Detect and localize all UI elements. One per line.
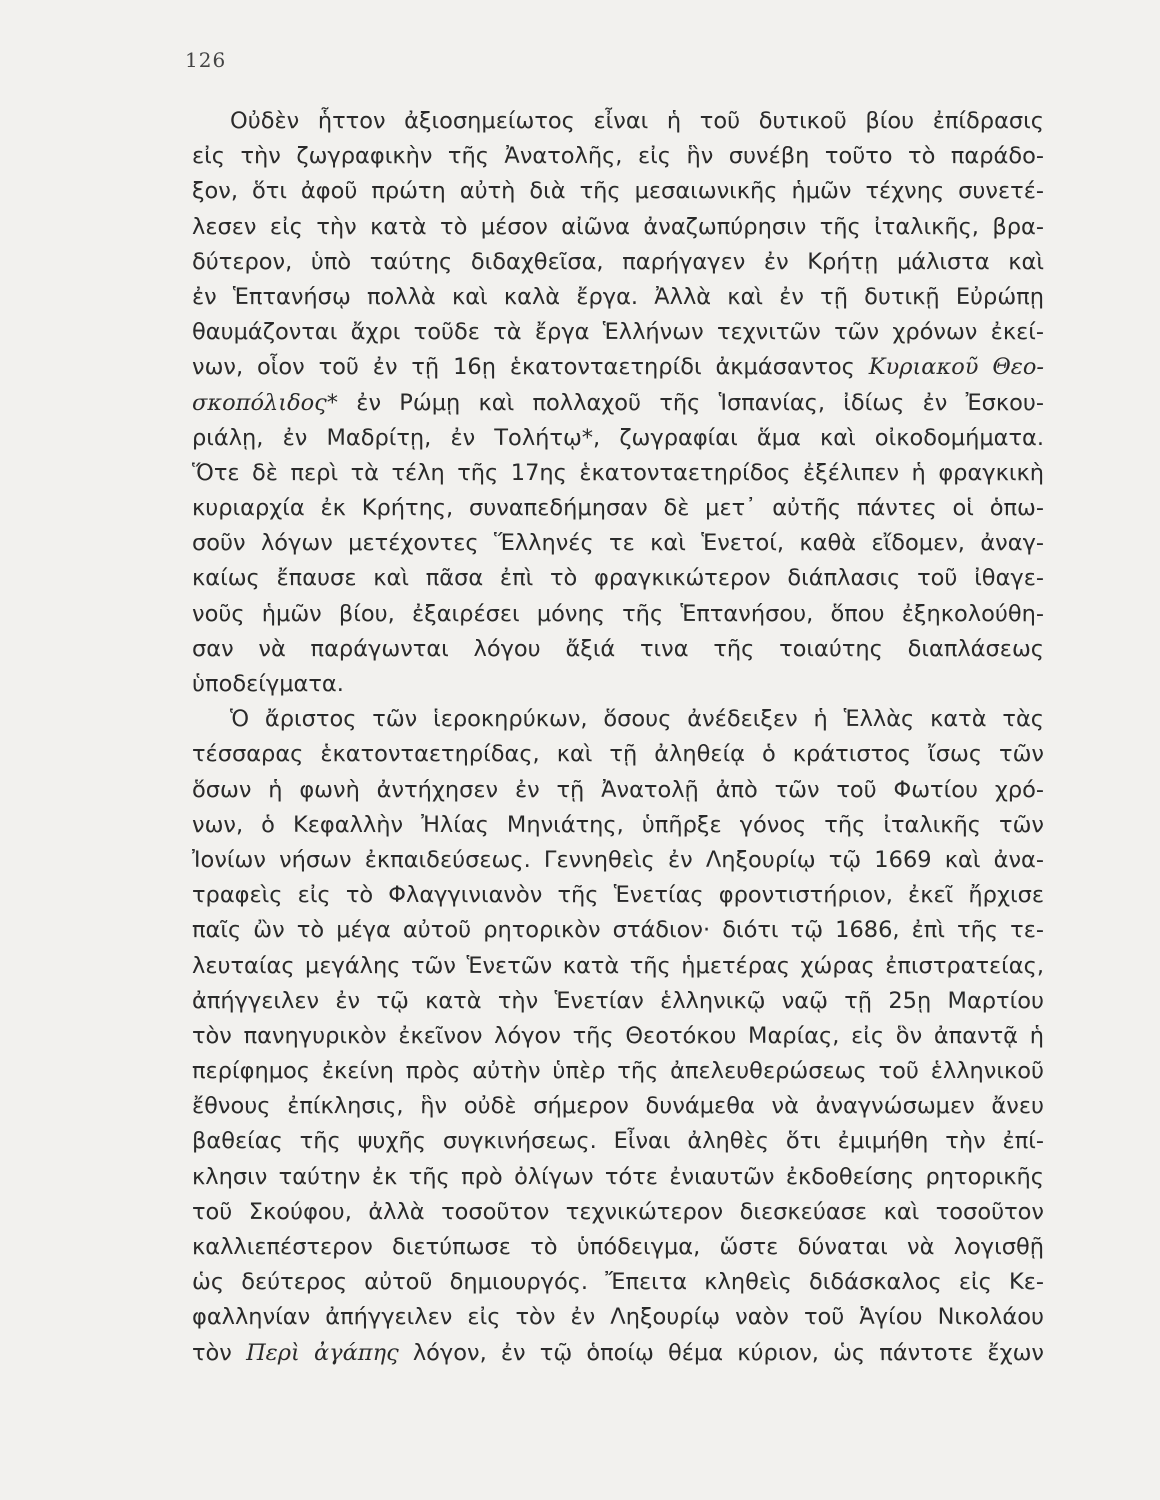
text-line: κυριαρχία ἐκ Κρήτης, συναπεδήμησαν δὲ μετ᾽ αὐτῆς πάντες οἱ ὁπω-: [192, 495, 1044, 522]
text-line: καλλιεπέστερον διετύπωσε τὸ ὑπόδειγμα, ὥστε δύναται νὰ λογισθῇ: [192, 1234, 1044, 1260]
italic-title: Περὶ ἀγάπης: [246, 1339, 399, 1366]
text-line: ὑποδείγματα.: [192, 671, 344, 697]
text-segment: τὸν: [192, 1339, 232, 1366]
text-line: τραφεὶς εἰς τὸ Φλαγγινιανὸν τῆς Ἑνετίας φροντιστήριον, ἐκεῖ ἤρχισε: [192, 882, 1044, 909]
text-line: κλησιν ταύτην ἐκ τῆς πρὸ ὀλίγων τότε ἐνιαυτῶν ἐκδοθείσης ρητορικῆς: [192, 1163, 1044, 1190]
text-line: ριάλῃ, ἐν Μαδρίτῃ, ἐν Τολήτῳ*, ζωγραφίαι ἅμα καὶ οἰκοδομήματα.: [192, 424, 1044, 451]
text-line: λευταίας μεγάλης τῶν Ἑνετῶν κατὰ τῆς ἡμετέρας χώρας ἐπιστρατείας,: [192, 952, 1044, 979]
text-line: καίως ἔπαυσε καὶ πᾶσα ἐπὶ τὸ φραγκικώτερον διάπλασις τοῦ ἰθαγε-: [192, 565, 1044, 592]
text-line: σαν νὰ παράγωνται λόγου ἄξιά τινα τῆς τοιαύτης διαπλάσεως: [192, 635, 1044, 662]
page-number: 126: [185, 48, 227, 72]
text-segment: * ἐν Ρώμῃ καὶ πολλαχοῦ τῆς Ἱσπανίας, ἰδίως ἐν Ἐσκου-: [326, 389, 1044, 416]
text-line: εἰς τὴν ζωγραφικὴν τῆς Ἀνατολῆς, εἰς ἣν συνέβη τοῦτο τὸ παράδο-: [192, 143, 1044, 170]
text-line: ὡς δεύτερος αὐτοῦ δημιουργός. Ἔπειτα κληθεὶς διδάσκαλος εἰς Κε-: [192, 1269, 1044, 1296]
body-text: [192, 104, 1044, 1371]
text-line: τέσσαρας ἑκατονταετηρίδας, καὶ τῇ ἀληθείᾳ ὁ κράτιστος ἴσως τῶν: [192, 741, 1044, 768]
text-line: Ὁ ἄριστος τῶν ἱεροκηρύκων, ὅσους ἀνέδειξεν ἡ Ἑλλὰς κατὰ τὰς: [230, 706, 1044, 733]
text-line: [192, 386, 1044, 421]
text-line: ὅσων ἡ φωνὴ ἀντήχησεν ἐν τῇ Ἀνατολῇ ἀπὸ τῶν τοῦ Φωτίου χρό-: [192, 776, 1044, 803]
text-line: σοῦν λόγων μετέχοντες Ἕλληνές τε καὶ Ἑνετοί, καθὰ εἴδομεν, ἀναγ-: [192, 530, 1044, 557]
text-line: Ὅτε δὲ περὶ τὰ τέλη τῆς 17ης ἑκατονταετηρίδος ἐξέλιπεν ἡ φραγκικὴ: [192, 459, 1044, 486]
text-line: βαθείας τῆς ψυχῆς συγκινήσεως. Εἶναι ἀληθὲς ὅτι ἐμιμήθη τὴν ἐπί-: [192, 1128, 1044, 1155]
text-line: [192, 350, 1044, 385]
text-line: τὸν πανηγυρικὸν ἐκεῖνον λόγον τῆς Θεοτόκου Μαρίας, εἰς ὃν ἀπαντᾷ ἡ: [192, 1022, 1044, 1049]
text-line: ἔθνους ἐπίκλησις, ἣν οὐδὲ σήμερον δυνάμεθα νὰ ἀναγνώσωμεν ἄνευ: [192, 1093, 1044, 1120]
italic-name: σκοπόλιδος: [192, 389, 327, 416]
text-line: νοῦς ἡμῶν βίου, ἐξαιρέσει μόνης τῆς Ἑπτανήσου, ὅπου ἐξηκολούθη-: [192, 600, 1044, 627]
text-segment: νων, οἷον τοῦ ἐν τῇ 16ῃ ἑκατονταετηρίδι ἀκμάσαντος: [192, 354, 855, 381]
text-line: φαλληνίαν ἀπήγγειλεν εἰς τὸν ἐν Ληξουρίῳ ναὸν τοῦ Ἁγίου Νικολάου: [192, 1304, 1044, 1331]
text-line: Ἰονίων νήσων ἐκπαιδεύσεως. Γεννηθεὶς ἐν Ληξουρίῳ τῷ 1669 καὶ ἀνα-: [192, 846, 1044, 873]
text-line: τοῦ Σκούφου, ἀλλὰ τοσοῦτον τεχνικώτερον διεσκεύασε καὶ τοσοῦτον: [192, 1198, 1044, 1225]
text-line: δύτερον, ὑπὸ ταύτης διδαχθεῖσα, παρήγαγεν ἐν Κρήτῃ μάλιστα καὶ: [192, 248, 1044, 275]
text-line: [192, 1336, 1044, 1371]
italic-name: Κυριακοῦ Θεο-: [868, 354, 1044, 381]
text-line: παῖς ὢν τὸ μέγα αὐτοῦ ρητορικὸν στάδιον· διότι τῷ 1686, ἐπὶ τῆς τε-: [192, 917, 1044, 944]
text-line: θαυμάζονται ἄχρι τοῦδε τὰ ἔργα Ἑλλήνων τεχνιτῶν τῶν χρόνων ἐκεί-: [192, 319, 1044, 346]
text-line: νων, ὁ Κεφαλλὴν Ἠλίας Μηνιάτης, ὑπῆρξε γόνος τῆς ἰταλικῆς τῶν: [192, 811, 1044, 838]
text-line: ξον, ὅτι ἀφοῦ πρώτη αὐτὴ διὰ τῆς μεσαιωνικῆς ἡμῶν τέχνης συνετέ-: [192, 178, 1044, 205]
text-line: περίφημος ἐκείνη πρὸς αὐτὴν ὑπὲρ τῆς ἀπελευθερώσεως τοῦ ἑλληνικοῦ: [192, 1058, 1044, 1085]
text-line: ἀπήγγειλεν ἐν τῷ κατὰ τὴν Ἑνετίαν ἑλληνικῷ ναῷ τῇ 25ῃ Μαρτίου: [192, 987, 1044, 1014]
text-line: λεσεν εἰς τὴν κατὰ τὸ μέσον αἰῶνα ἀναζωπύρησιν τῆς ἰταλικῆς, βρα-: [192, 213, 1044, 240]
text-line: Οὐδὲν ἧττον ἀξιοσημείωτος εἶναι ἡ τοῦ δυτικοῦ βίου ἐπίδρασις: [230, 108, 1044, 134]
text-line: ἐν Ἑπτανήσῳ πολλὰ καὶ καλὰ ἔργα. Ἀλλὰ καὶ ἐν τῇ δυτικῇ Εὐρώπῃ: [192, 283, 1044, 310]
text-segment: λόγον, ἐν τῷ ὁποίῳ θέμα κύριον, ὡς πάντοτε ἔχων: [398, 1339, 1044, 1366]
